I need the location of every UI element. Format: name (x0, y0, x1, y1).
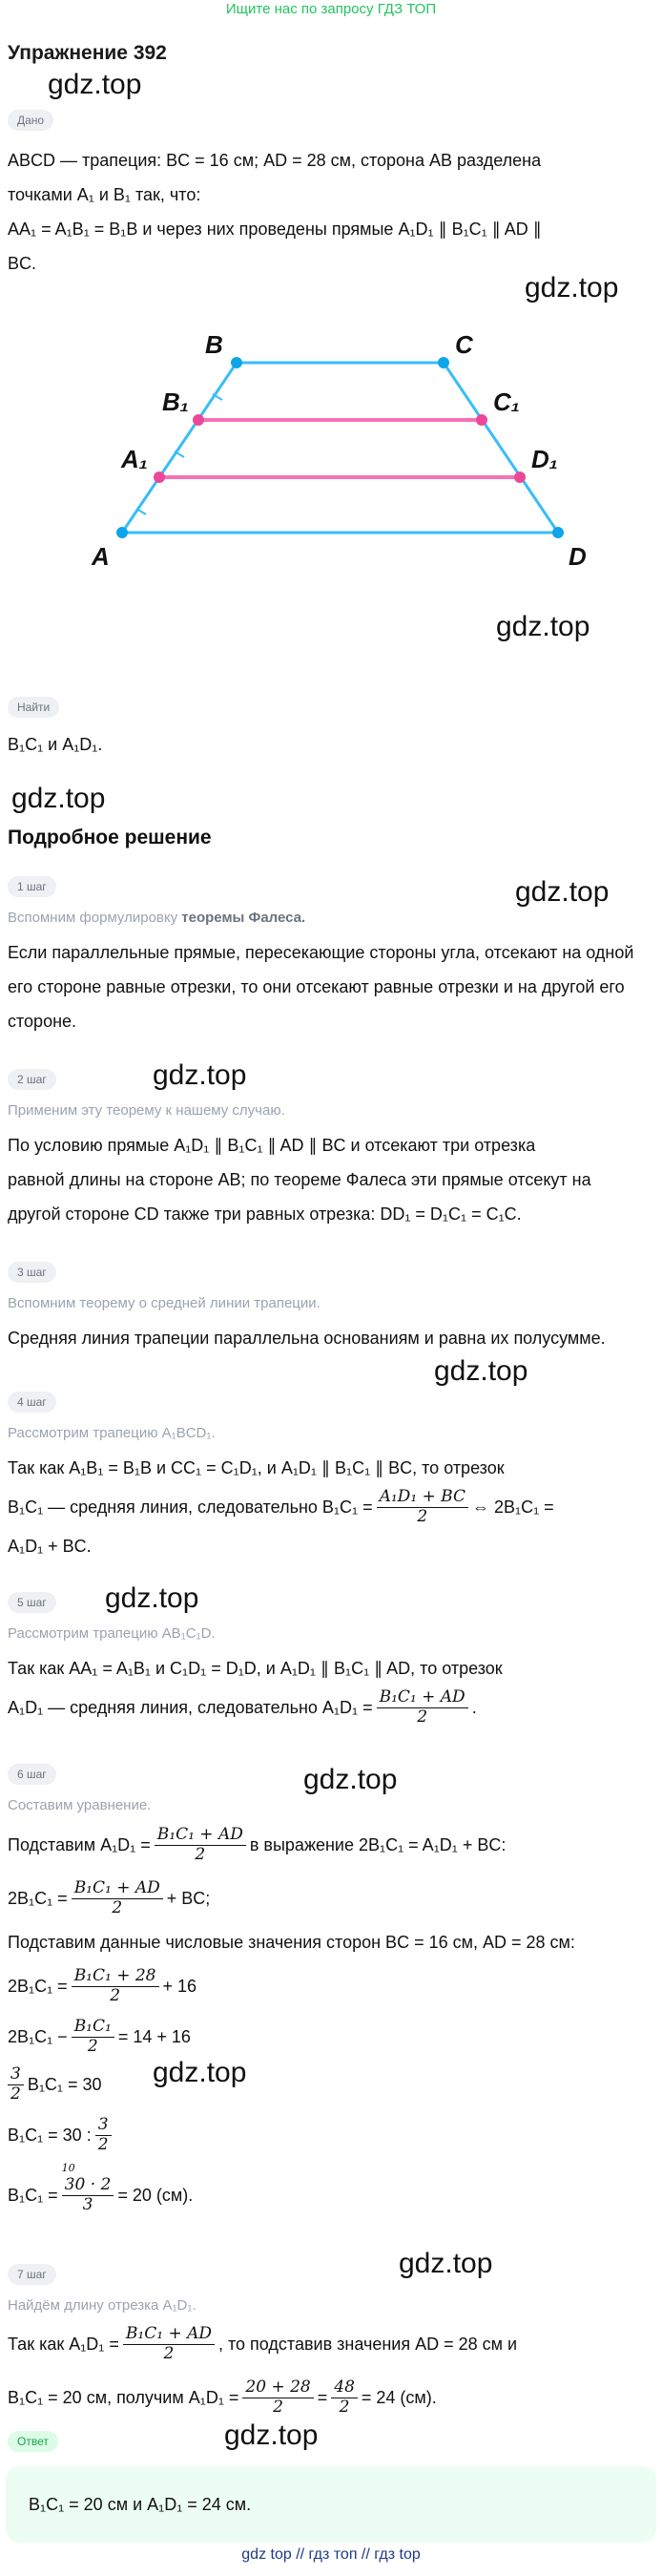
numerator: B₁C₁ + 28 (72, 1967, 159, 1987)
step-body (8, 1321, 654, 1355)
step-line (8, 1686, 654, 1729)
given-line: точками A₁ и B₁ так, что: (8, 185, 201, 204)
step-body (8, 1451, 654, 1563)
watermark: gdz.top (496, 611, 590, 642)
step-line: стороне. (8, 1012, 77, 1031)
watermark: gdz.top (515, 876, 610, 908)
footer-links[interactable]: gdz top // гдз топ // гдз top (241, 2546, 421, 2563)
fraction (72, 1967, 159, 2005)
step-line (8, 1818, 654, 1872)
given-pill: Дано (8, 110, 53, 131)
label-b1: B₁ (162, 387, 189, 416)
denominator: 2 (87, 2036, 98, 2056)
watermark: gdz.top (399, 2248, 493, 2279)
step-text: A₁D₁ — средняя линия, следовательно A₁D₁ = (8, 1698, 373, 1717)
step-line (8, 1925, 654, 1959)
given-line: AA₁ = A₁B₁ = B₁B и через них проведены прямые A₁D₁ ∥ B₁C₁ ∥ AD ∥ (8, 220, 542, 239)
numerator: 30 · 2 (62, 2176, 114, 2196)
numerator: B₁C₁ + AD (377, 1688, 468, 1708)
step-text: ⇔ 2B₁C₁ = (472, 1497, 554, 1517)
step-hint: Рассмотрим трапецию AB₁C₁D. (8, 1625, 216, 1642)
given-line: ABCD — трапеция: BC = 16 см; AD = 28 см, сторона AB разделена (8, 151, 542, 170)
watermark: gdz.top (153, 1059, 247, 1091)
solution-title: Подробное решение (8, 827, 212, 848)
step-pill: 3 шаг (8, 1262, 56, 1283)
fraction (95, 2116, 112, 2154)
step-line (8, 2013, 654, 2061)
step-line: другой стороне CD также три равных отрезка: DD₁ = D₁C₁ = C₁C. (8, 1204, 522, 1224)
denominator: 2 (163, 2343, 175, 2363)
step-hint: Найдём длину отрезка A₁D₁. (8, 2297, 197, 2314)
denominator: 2 (97, 2134, 109, 2154)
step-line (8, 2061, 654, 2108)
step-text: 2B₁C₁ − (8, 2027, 68, 2046)
step-line: его стороне равные отрезки, то они отсекают равные отрезки и на другой его (8, 977, 625, 996)
step-line (8, 2317, 654, 2371)
step-line (8, 2162, 654, 2229)
label-b: B (205, 330, 223, 359)
denominator: 2 (10, 2084, 21, 2104)
step-line: По условию прямые A₁D₁ ∥ B₁C₁ ∥ AD ∥ BC и отсекают три отрезка (8, 1136, 536, 1155)
fraction (155, 1826, 246, 1864)
fraction (377, 1688, 468, 1727)
step-text: Подставим A₁D₁ = (8, 1835, 151, 1854)
step-body (8, 1651, 654, 1729)
step-pill: 2 шаг (8, 1069, 56, 1090)
step-line (8, 1872, 654, 1925)
step-text: = 20 (см). (117, 2186, 194, 2205)
watermark: gdz.top (48, 69, 142, 100)
denominator: 2 (417, 1707, 428, 1727)
denominator: 2 (417, 1506, 428, 1526)
denominator: 2 (339, 2397, 350, 2417)
numerator: 3 (95, 2116, 112, 2136)
label-c: C (455, 330, 473, 359)
numerator: 20 + 28 (242, 2378, 313, 2398)
step-pill: 4 шаг (8, 1392, 56, 1413)
label-a1: A₁ (121, 445, 148, 473)
fraction (377, 1488, 468, 1526)
numerator: A₁D₁ + BC (377, 1488, 468, 1508)
step-line: A₁D₁ + BC. (8, 1537, 92, 1556)
given-text (8, 143, 654, 281)
point-b (231, 357, 242, 368)
step-text: Подставим данные числовые значения сторон BC = 16 см, AD = 28 см: (8, 1933, 575, 1952)
step-body (8, 2317, 654, 2424)
step-pill: 5 шаг (8, 1592, 56, 1613)
denominator: 2 (112, 1897, 123, 1917)
cancel-note: 10 (61, 2161, 75, 2174)
numerator: 3 (8, 2065, 24, 2085)
point-a (116, 527, 128, 538)
fraction (72, 2018, 114, 2056)
label-d: D (569, 542, 587, 571)
step-text: 2B₁C₁ = (8, 1889, 68, 1908)
step-line (8, 2108, 654, 2162)
numerator: B₁C₁ + AD (155, 1826, 246, 1846)
fraction (123, 2325, 215, 2363)
step-line: Средняя линия трапеции параллельна основаниям и равна их полусумме. (8, 1329, 606, 1348)
search-banner[interactable]: Ищите нас по запросу ГДЗ ТОП (225, 1, 437, 17)
step-body (8, 1818, 654, 2229)
step-hint: Применим эту теорему к нашему случаю. (8, 1102, 285, 1119)
numerator: B₁C₁ + AD (123, 2325, 215, 2345)
point-c (438, 357, 449, 368)
step-body (8, 935, 654, 1038)
step-text: B₁C₁ = 20 см, получим A₁D₁ = (8, 2388, 239, 2407)
watermark: gdz.top (434, 1355, 528, 1387)
answer-text: B₁C₁ = 20 см и A₁D₁ = 24 см. (29, 2495, 252, 2514)
point-c1 (476, 414, 487, 426)
given-line: BC. (8, 254, 37, 273)
label-a: A (92, 542, 110, 571)
step-text: B₁C₁ = 30 (27, 2075, 102, 2094)
step-line: Так как A₁B₁ = B₁B и CC₁ = C₁D₁, и A₁D₁ ∥ B₁C₁ ∥ BC, то отрезок (8, 1458, 505, 1477)
denominator: 3 (82, 2194, 93, 2214)
point-b1 (193, 414, 204, 426)
page-title: Упражнение 392 (8, 42, 167, 64)
find-pill: Найти (8, 697, 59, 718)
numerator: B₁C₁ (72, 2018, 114, 2038)
numerator: B₁C₁ + AD (72, 1879, 163, 1899)
fraction (72, 1879, 163, 1917)
watermark: gdz.top (525, 272, 619, 304)
hint-bold: теоремы Фалеса. (177, 910, 306, 926)
label-c1: C₁ (493, 387, 520, 416)
step-text: в выражение 2B₁C₁ = A₁D₁ + BC: (249, 1835, 507, 1854)
trapezoid-figure (0, 325, 662, 611)
step-text: = 24 (см). (361, 2388, 437, 2407)
step-text: = 14 + 16 (117, 2027, 191, 2046)
denominator: 2 (273, 2397, 283, 2417)
watermark: gdz.top (303, 1764, 398, 1795)
step-line: Если параллельные прямые, пересекающие стороны угла, отсекают на одной (8, 943, 634, 962)
step-text: . (471, 1698, 477, 1717)
numerator: 48 (331, 2378, 358, 2398)
step-body (8, 1128, 654, 1231)
point-d1 (514, 471, 526, 483)
step-line: равной длины на стороне AB; по теореме Фалеса эти прямые отсекут на (8, 1170, 591, 1189)
step-line (8, 1959, 654, 2013)
step-text: Так как A₁D₁ = (8, 2335, 119, 2354)
point-a1 (154, 471, 165, 483)
step-line (8, 1485, 654, 1529)
step-text: B₁C₁ = 30 : (8, 2126, 92, 2145)
fraction (8, 2065, 24, 2104)
step-pill: 1 шаг (8, 876, 56, 897)
step-hint: Составим уравнение. (8, 1797, 152, 1813)
step-text: B₁C₁ = (8, 2186, 58, 2205)
step-line: Так как AA₁ = A₁B₁ и C₁D₁ = D₁D, и A₁D₁ ∥ B₁C₁ ∥ AD, то отрезок (8, 1659, 503, 1678)
fraction (242, 2378, 313, 2417)
step-text: = (317, 2388, 328, 2407)
step-pill: 7 шаг (8, 2264, 56, 2285)
step-hint: Рассмотрим трапецию A₁BCD₁. (8, 1425, 216, 1441)
step-text: + BC; (166, 1889, 211, 1908)
step-text: + 16 (162, 1977, 197, 1996)
denominator: 2 (110, 1985, 121, 2005)
watermark: gdz.top (105, 1582, 199, 1614)
point-d (552, 527, 564, 538)
denominator: 2 (195, 1844, 206, 1864)
fraction (331, 2378, 358, 2417)
answer-pill: Ответ (8, 2431, 58, 2452)
fraction (61, 2161, 114, 2214)
watermark: gdz.top (153, 2057, 247, 2088)
step-hint: Вспомним теорему о средней линии трапеции. (8, 1295, 321, 1311)
label-d1: D₁ (531, 445, 558, 473)
find-text: B₁C₁ и A₁D₁. (8, 735, 103, 754)
step-line (8, 2371, 654, 2424)
step-pill: 6 шаг (8, 1764, 56, 1785)
step-text: , то подставив значения AD = 28 см и (218, 2335, 518, 2354)
step-hint (8, 910, 305, 926)
step-text: 2B₁C₁ = (8, 1977, 68, 1996)
step-text: B₁C₁ — средняя линия, следовательно B₁C₁ = (8, 1497, 373, 1517)
hint-text: Вспомним формулировку (8, 910, 178, 926)
watermark: gdz.top (11, 783, 106, 814)
watermark: gdz.top (224, 2419, 319, 2451)
